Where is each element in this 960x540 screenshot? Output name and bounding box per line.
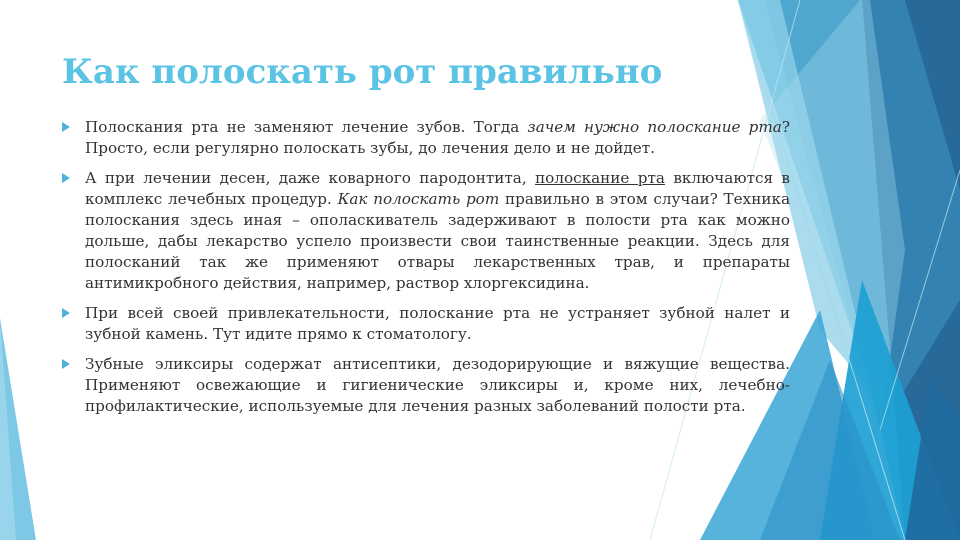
bullet-italic-text: Как полоскать рот bbox=[337, 190, 500, 208]
bullet-list bbox=[62, 117, 790, 426]
bullet-italic-text: зачем нужно полоскание рта bbox=[527, 118, 782, 136]
bullet-text: включаются в комплекс лечебных процедур. bbox=[85, 169, 790, 208]
bullet-text: Зубные эликсиры содержат антисептики, дезодорирующие и вяжущие вещества. Применяют освежающие и гигиенические эликсиры и, кроме них, лечебно-профилактические, используемые для лечения разных заболеваний полости рта. bbox=[85, 355, 790, 415]
bullet-arrow-icon bbox=[62, 359, 70, 369]
bullet-text: При всей своей привлекательности, полоскание рта не устраняет зубной налет и зубной камень. Тут идите прямо к стоматологу. bbox=[85, 304, 790, 343]
slide-title: Как полоскать рот правильно bbox=[62, 52, 663, 92]
bullet-item bbox=[62, 117, 790, 159]
bullet-text: А при лечении десен, даже коварного пародонтита, bbox=[85, 169, 536, 187]
bullet-text: правильно в этом случаи? Техника полоскания здесь иная – ополаскиватель задерживают в полости рта как можно дольше, дабы лекарство успело произвести свои таинственные реакции. Здесь для полосканий так же применяют отвары лекарственных трав, и препараты антимикробного действия, например, раствор хлоргексидина. bbox=[85, 190, 790, 292]
text-link[interactable]: полоскание рта bbox=[535, 169, 665, 187]
bullet-arrow-icon bbox=[62, 122, 70, 132]
bullet-text: Полоскания рта не заменяют лечение зубов. Тогда bbox=[85, 118, 528, 136]
bullet-arrow-icon bbox=[62, 308, 70, 318]
bullet-text: ? Просто, если регулярно полоскать зубы, до лечения дело и не дойдет. bbox=[85, 118, 790, 157]
bullet-item bbox=[62, 354, 790, 417]
bullet-arrow-icon bbox=[62, 173, 70, 183]
bullet-item bbox=[62, 303, 790, 345]
bullet-item bbox=[62, 168, 790, 294]
